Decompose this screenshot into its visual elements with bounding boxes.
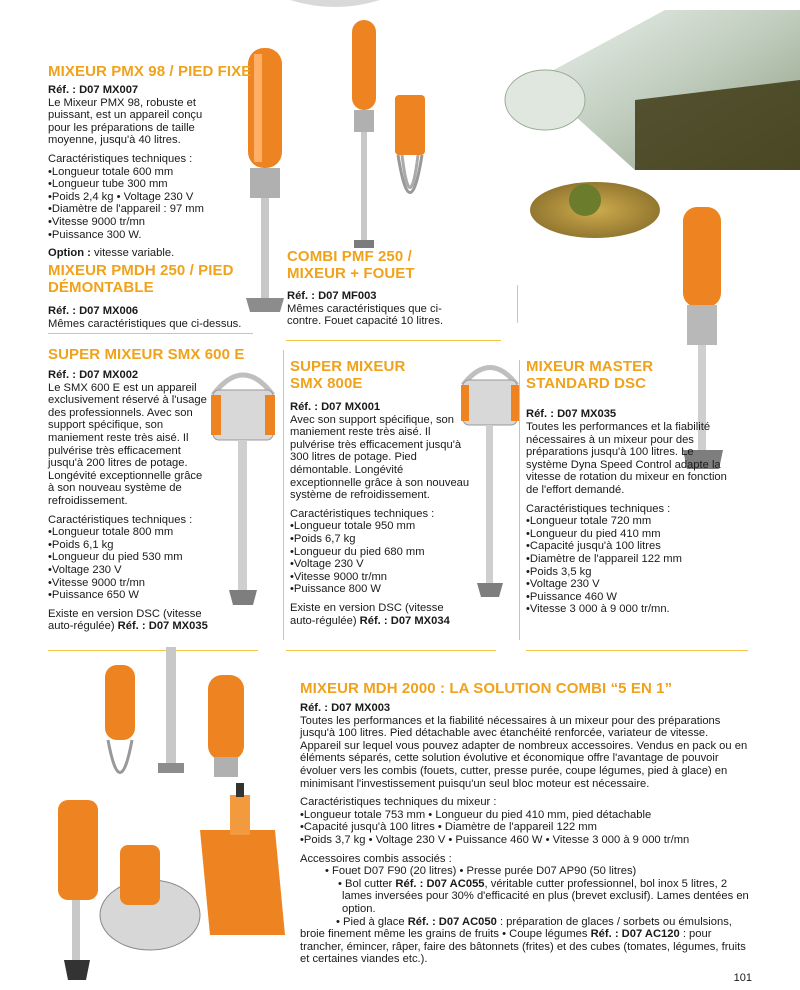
mdh2000-acc-glace-post: : pour trancher, émincer, râper, faire des bâtonnets (frites) et des cubes (tomates, légumes, fruits et certaines viandes etc.).: [300, 928, 746, 966]
mdh2000-acc-glace-ref: Réf. : D07 AC050: [407, 915, 497, 928]
pmx98-spec: • Poids 2,4 kg • Voltage 230 V: [48, 191, 223, 204]
smx800-spec: • Puissance 800 W: [290, 583, 470, 596]
mdh2000-spec: • Poids 3,7 kg • Voltage 230 V • Puissance 460 W • Vitesse 3 000 à 9 000 tr/mn: [300, 834, 750, 847]
smx800-spec: • Longueur du pied 680 mm: [290, 546, 470, 559]
master-title-line1: MIXEUR MASTER: [526, 358, 654, 375]
smx600-spec: • Vitesse 9000 tr/mn: [48, 577, 210, 590]
pmx98-ref: Réf. : D07 MX007: [48, 84, 139, 96]
master-spec: • Longueur du pied 410 mm: [526, 528, 741, 541]
smx600-specs: [48, 526, 210, 602]
master-spec: • Poids 3,5 kg: [526, 566, 741, 579]
mdh2000-title: MIXEUR MDH 2000 : LA SOLUTION COMBI “5 EN 1”: [300, 680, 673, 697]
mdh2000-acc-bol-pre: • Bol cutter: [338, 877, 396, 890]
master-title: [526, 358, 686, 392]
smx800-ref: Réf. : D07 MX001: [290, 401, 381, 413]
mdh2000-specs: [300, 809, 750, 847]
master-specs-title: Caractéristiques techniques :: [526, 502, 671, 515]
smx600-dsc-ref: Réf. : D07 MX035: [117, 620, 208, 633]
mdh2000-acc-line1: • Fouet D07 F90 (20 litres) • Presse purée D07 AP90 (50 litres): [325, 865, 637, 878]
rule-top-mid: [286, 340, 501, 341]
top-corner-decoration: [290, 0, 380, 12]
pmdh250-title: MIXEUR PMDH 250 / PIED DÉMONTABLE: [48, 262, 234, 296]
smx800-spec: • Voltage 230 V: [290, 558, 470, 571]
rule-mid-right: [526, 650, 748, 651]
smx600-spec: • Longueur totale 800 mm: [48, 526, 210, 539]
master-specs: [526, 515, 741, 616]
smx600-ref: Réf. : D07 MX002: [48, 369, 139, 381]
master-ref-block: [526, 408, 661, 421]
mdh2000-accessories-image: [40, 645, 295, 990]
mdh2000-acc-bol: [300, 878, 750, 916]
master-spec: • Voltage 230 V: [526, 578, 741, 591]
smx600-desc: Le SMX 600 E est un appareil exclusivement réservé à l'usage des professionnels. Avec son support spécifique, son maniement reste très aisé. Il pulvérise très efficacement jusqu'à 200 litres de potage. Longévité exceptionnelle grâce à son nouveau système de refroidissement.: [48, 381, 207, 507]
pmdh250-ref: Réf. : D07 MX006: [48, 305, 139, 317]
combi-pmf250-image: [340, 15, 440, 255]
rule-top-left: [48, 333, 253, 334]
pmdh250-block: [48, 305, 248, 330]
pmx98-option-label: Option :: [48, 247, 91, 260]
mdh2000-acc-glace-mid: : préparation de glaces / sorbets ou émulsions, broie finement même les grains de fruits • Coupe légumes: [300, 915, 732, 941]
pmx98-option: [48, 247, 223, 260]
smx800-block: [290, 401, 470, 627]
pmx98-spec: • Longueur tube 300 mm: [48, 178, 223, 191]
rule-mid-mid: [286, 650, 496, 651]
pmx98-specs-title: Caractéristiques techniques :: [48, 152, 193, 165]
smx600-spec: • Voltage 230 V: [48, 564, 210, 577]
pmx98-option-text: vitesse variable.: [90, 247, 175, 260]
smx800-spec: • Longueur totale 950 mm: [290, 520, 470, 533]
mdh2000-acc-title: Accessoires combis associés :: [300, 852, 452, 865]
smx600-block: [48, 369, 210, 633]
mdh2000-spec: • Longueur totale 753 mm • Longueur du pied 410 mm, pied détachable: [300, 809, 750, 822]
smx800-spec: • Poids 6,7 kg: [290, 533, 470, 546]
smx600-title: SUPER MIXEUR SMX 600 E: [48, 346, 245, 363]
vrule-1: [283, 350, 284, 640]
combi250-ref: Réf. : D07 MF003: [287, 290, 377, 302]
pmx98-spec: • Diamètre de l'appareil : 97 mm: [48, 203, 223, 216]
combi250-desc: Mêmes caractéristiques que ci-contre. Fouet capacité 10 litres.: [287, 302, 444, 328]
mdh2000-block: [300, 702, 750, 966]
master-spec: • Puissance 460 W: [526, 591, 741, 604]
pmx98-desc: Le Mixeur PMX 98, robuste et puissant, est un appareil conçu pour les préparations de taille moyenne, jusqu'à 40 litres.: [48, 96, 203, 147]
pmx98-block: [48, 84, 223, 260]
smx800-title: [290, 358, 440, 392]
master-spec: • Vitesse 3 000 à 9 000 tr/mn.: [526, 603, 741, 616]
smx800-specs: [290, 520, 470, 596]
pmx98-title: MIXEUR PMX 98 / PIED FIXE: [48, 63, 252, 80]
mixer-smx600-image: [203, 365, 283, 610]
combi250-block: [287, 290, 467, 328]
master-spec: • Diamètre de l'appareil 122 mm: [526, 553, 741, 566]
smx800-specs-title: Caractéristiques techniques :: [290, 507, 435, 520]
smx600-spec: • Longueur du pied 530 mm: [48, 551, 210, 564]
vrule-3: [517, 285, 518, 323]
smx800-title-line2: SMX 800E: [290, 375, 363, 392]
smx600-specs-title: Caractéristiques techniques :: [48, 513, 193, 526]
mdh2000-spec: • Capacité jusqu'à 100 litres • Diamètre de l'appareil 122 mm: [300, 821, 750, 834]
smx600-spec: • Poids 6,1 kg: [48, 539, 210, 552]
smx800-dsc: [290, 602, 470, 627]
pmdh250-desc: Mêmes caractéristiques que ci-dessus.: [48, 317, 242, 330]
combi250-title: COMBI PMF 250 / MIXEUR + FOUET: [287, 248, 415, 282]
smx600-spec: • Puissance 650 W: [48, 589, 210, 602]
smx800-dsc-ref: Réf. : D07 MX034: [359, 614, 450, 627]
smx600-dsc: [48, 608, 210, 633]
mdh2000-desc: Toutes les performances et la fiabilité nécessaires à un mixeur pour des préparations jusqu'à 100 litres. Pied détachable avec étanchéité renforcée, variateur de vitesse. Appareil sur lequel vous pouvez adapter de nombreux accessoires. Vendus en pack ou en éléments séparés, cette solution évolutive et économique offre l'avantage de pouvoir évoluer vers les combis (fouets, cutter, presse purée, coupe légumes, pied à glace) en minimisant l'investissement puisqu'un seul bloc moteur est nécessaire.: [300, 714, 748, 790]
master-spec: • Longueur totale 720 mm: [526, 515, 741, 528]
pmx98-spec: • Longueur totale 600 mm: [48, 166, 223, 179]
smx800-spec: • Vitesse 9000 tr/mn: [290, 571, 470, 584]
master-ref: Réf. : D07 MX035: [526, 408, 617, 420]
master-desc: Toutes les performances et la fiabilité nécessaires à un mixeur pour des préparations jusqu'à 100 litres. Le système Dyna Speed Control adapte la vitesse de rotation du mixeur en fonction de l'effort demandé.: [526, 421, 727, 496]
pmx98-spec: • Puissance 300 W.: [48, 229, 223, 242]
mdh2000-acc-glace: [300, 916, 750, 966]
master-spec: • Capacité jusqu'à 100 litres: [526, 540, 741, 553]
smx800-dsc-text: Existe en version DSC (vitesse auto-régulée): [290, 601, 444, 627]
smx600-dsc-text: Existe en version DSC (vitesse auto-régulée): [48, 607, 202, 633]
smx800-title-line1: SUPER MIXEUR: [290, 358, 406, 375]
mdh2000-acc-bol-post: , véritable cutter professionnel, bol inox 5 litres, 2 lames inversées pour 30% d'efficacité en plus (brevet exclusif). Lames dentées en option.: [342, 877, 749, 915]
mdh2000-acc-bol-ref: Réf. : D07 AC055: [395, 877, 485, 890]
master-block: [526, 421, 741, 616]
pmx98-spec: • Vitesse 9000 tr/mn: [48, 216, 223, 229]
oil-bottle-image: [465, 0, 800, 240]
mdh2000-acc-glace-ref2: Réf. : D07 AC120: [590, 928, 680, 941]
mdh2000-specs-title: Caractéristiques techniques du mixeur :: [300, 796, 497, 809]
master-title-line2: STANDARD DSC: [526, 375, 647, 392]
mdh2000-ref: Réf. : D07 MX003: [300, 702, 391, 714]
pmx98-specs: [48, 166, 223, 242]
smx800-desc: Avec son support spécifique, son maniement reste très aisé. Il pulvérise très efficacement jusqu'à 300 litres de potage. Pied démontable. Longévité exceptionnelle grâce à son nouveau système de refroidissement.: [290, 413, 470, 502]
page-number: 101: [733, 972, 752, 984]
mdh2000-acc-glace-pre: • Pied à glace: [336, 915, 408, 928]
